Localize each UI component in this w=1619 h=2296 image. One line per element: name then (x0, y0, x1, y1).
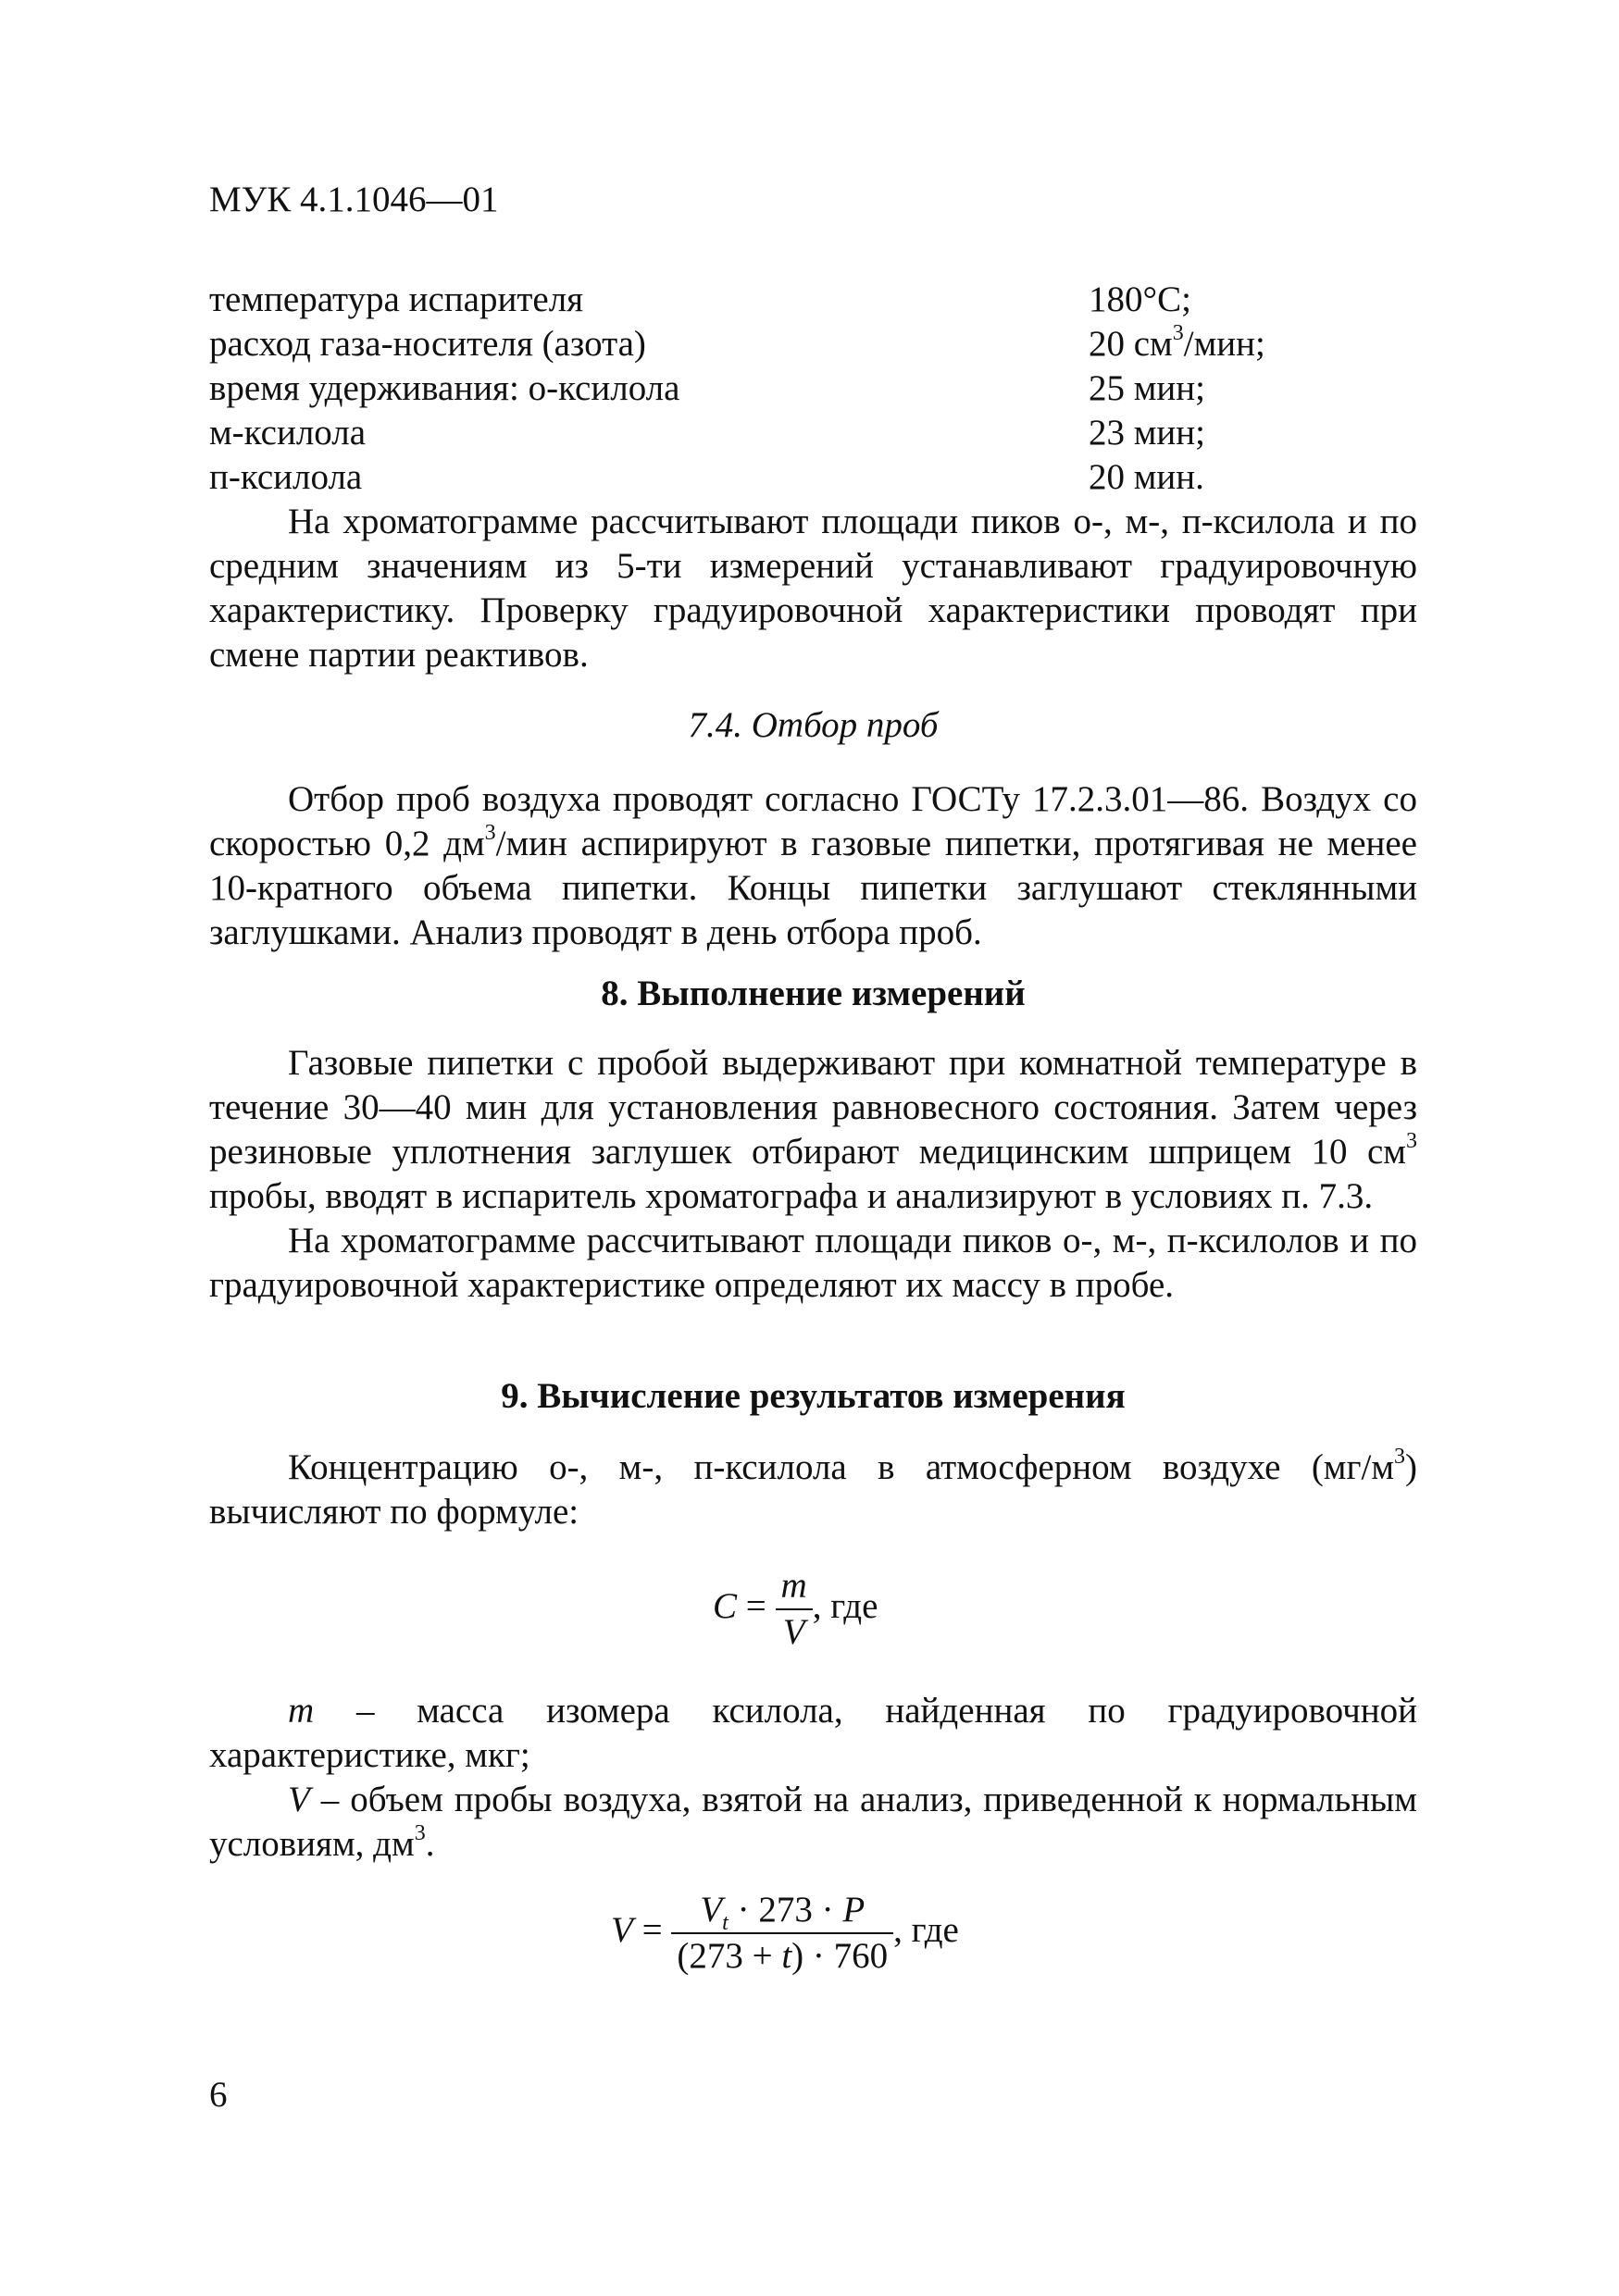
formula-tail: , где (893, 1909, 959, 1950)
superscript: 3 (1406, 1129, 1417, 1153)
param-name: м-ксилола (209, 413, 367, 453)
fraction (671, 1888, 893, 1979)
param-name: время удерживания: о-ксилола (209, 368, 680, 408)
paragraph-text: На хроматограмме рассчитывают площади пиков о-, м-, п-ксилолов и по градуировочной характеристике определяют их массу в пробе. (209, 1221, 1417, 1305)
page-number: 6 (209, 2075, 228, 2115)
section-heading-8: 8. Выполнение измерений (601, 974, 1026, 1013)
formula-tail: , где (812, 1585, 878, 1626)
param-name: п-ксилола (209, 457, 363, 497)
text-part: Отбор проб воздуха проводят согласно ГОСТу 17.2.3.01—86. Воздух со скоростью 0,2 дм (209, 779, 1417, 863)
formula-symbol: V (288, 1780, 310, 1819)
concentration-paragraph (209, 1446, 1417, 1534)
text-part: пробы, вводят в испаритель хроматографа и анализируют в условиях п. 7.3. (209, 1176, 1374, 1216)
fraction-denominator (671, 1934, 893, 1979)
formula-text: ) · 760 (791, 1936, 889, 1976)
definition-v (209, 1778, 1417, 1867)
paragraph-text (209, 1446, 1417, 1534)
formula-operator: = (632, 1909, 672, 1950)
subscript: t (722, 1910, 729, 1935)
paragraph-text: На хроматограмме рассчитывают площади пиков о-, м-, п-ксилола и по средним значениям из 5-ти измерений устанавливают градуировочную характеристику. Проверку градуировочной характеристики проводят при смене партии реактивов. (209, 502, 1417, 675)
superscript: 3 (414, 1821, 426, 1845)
param-name: температура испарителя (209, 279, 584, 319)
param-row (209, 322, 1413, 366)
volume-formula (611, 1888, 1259, 1990)
param-name: расход газа-носителя (азота) (209, 324, 646, 364)
param-row (209, 278, 1413, 322)
formula-symbol: t (781, 1936, 792, 1976)
formula-text: · 273 · (728, 1890, 843, 1930)
param-value: 23 мин; (1089, 413, 1206, 453)
fraction-numerator (671, 1888, 893, 1934)
param-value: 20 мин. (1089, 457, 1204, 497)
value-part: /мин; (1183, 324, 1265, 364)
text-part: Газовые пипетки с пробой выдерживают при комнатной температуре в течение 30—40 мин для установления равновесного состояния. Затем через резиновые уплотнения заглушек отбирают медицинским шприцем 10 см (209, 1043, 1417, 1172)
superscript: 3 (1172, 321, 1184, 345)
formula-operator: = (737, 1585, 776, 1626)
param-row (209, 455, 1413, 500)
text-part: /мин аспирируют в газовые пипетки, протягивая не менее 10-кратного объема пипетки. Концы пипетки заглушают стеклянными заглушками. Анализ проводят в день отбора проб. (209, 824, 1417, 952)
text-part: Концентрацию о-, м-, п-ксилола в атмосферном воздухе (мг/м (288, 1447, 1394, 1487)
text-part: ) вычисляют по формуле: (209, 1447, 1417, 1532)
paragraph-text (209, 777, 1417, 955)
superscript: 3 (484, 821, 496, 845)
formula-symbol: P (842, 1890, 866, 1930)
paragraph-text (209, 1689, 1417, 1778)
paragraph-text (209, 1041, 1417, 1219)
param-value: 25 мин; (1089, 368, 1206, 408)
document-code: МУК 4.1.1046—01 (209, 180, 499, 219)
sampling-paragraph (209, 777, 1417, 955)
definition-m (209, 1689, 1417, 1778)
value-part: 20 см (1089, 324, 1173, 364)
measurement-paragraph (209, 1041, 1417, 1308)
formula-symbol: C (713, 1585, 738, 1626)
formula-symbol: V (700, 1890, 723, 1930)
param-value (1089, 322, 1265, 366)
param-value: 180°С; (1089, 279, 1191, 319)
section-heading-9: 9. Вычисление результатов измерения (501, 1376, 1126, 1416)
chromatography-parameters (209, 278, 1413, 500)
formula-symbol: V (611, 1909, 633, 1950)
param-row (209, 411, 1413, 455)
fraction-denominator: V (782, 1612, 805, 1652)
formula-text: (273 + (677, 1936, 782, 1976)
calibration-paragraph (209, 500, 1417, 677)
definition-text: – масса изомера ксилола, найденная по градуировочной характеристике, мкг; (209, 1691, 1417, 1775)
definition-text: – объем пробы воздуха, взятой на анализ, приведенной к нормальным условиям, дм (209, 1780, 1417, 1864)
fraction (776, 1564, 813, 1655)
param-row (209, 366, 1413, 411)
superscript: 3 (1394, 1445, 1405, 1469)
concentration-formula (713, 1564, 1083, 1666)
fraction-numerator: m (776, 1564, 813, 1610)
paragraph-text (209, 1778, 1417, 1867)
section-heading-7-4: 7.4. Отбор проб (688, 705, 939, 745)
formula-symbol: m (288, 1691, 315, 1731)
text-part: . (425, 1824, 435, 1864)
